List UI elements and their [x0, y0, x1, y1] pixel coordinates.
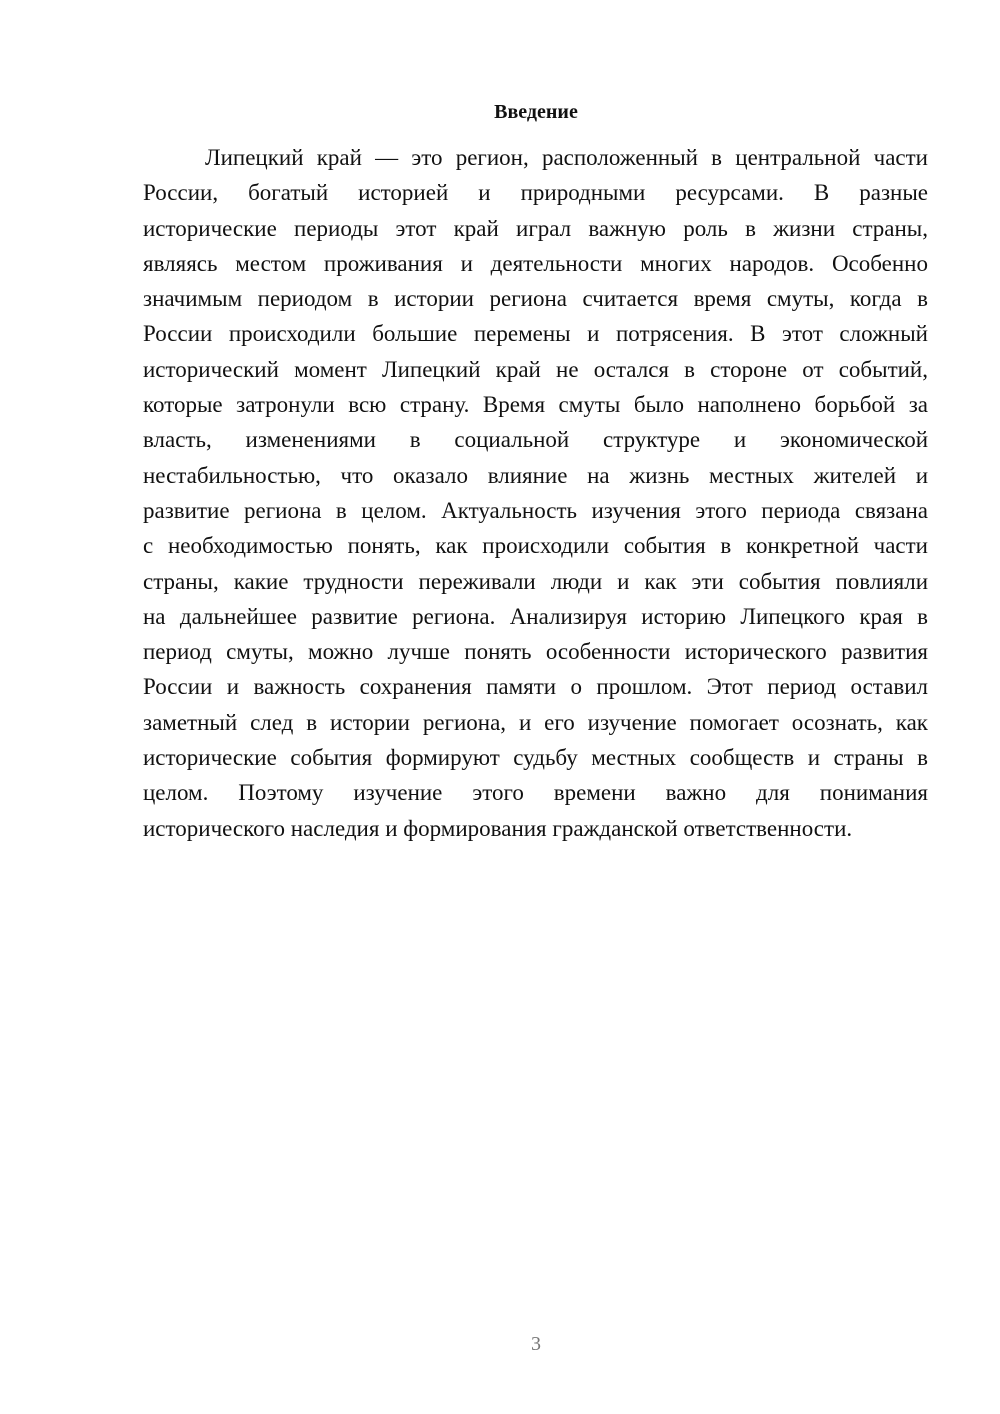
paragraph-line: являясь местом проживания и деятельности многих народов. Особенно	[143, 250, 928, 276]
paragraph-line: с необходимостью понять, как происходили события в конкретной части	[143, 533, 928, 559]
paragraph-line: России, богатый историей и природными ресурсами. В разные	[143, 180, 928, 206]
paragraph-line: на дальнейшее развитие региона. Анализируя историю Липецкого края в	[143, 603, 928, 629]
paragraph-line: Липецкий край — это регион, расположенный в центральной части	[205, 145, 928, 170]
paragraph-line: исторические периоды этот край играл важную роль в жизни страны,	[143, 215, 928, 241]
paragraph-line: целом. Поэтому изучение этого времени важно для понимания	[143, 780, 928, 806]
paragraph-line: развитие региона в целом. Актуальность изучения этого периода связана	[143, 497, 928, 523]
paragraph-line: власть, изменениями в социальной структуре и экономической	[143, 427, 928, 453]
paragraph-line: исторического наследия и формирования гражданской ответственности.	[143, 815, 853, 841]
paragraph-line: России происходили большие перемены и потрясения. В этот сложный	[143, 321, 928, 347]
paragraph-line: России и важность сохранения памяти о прошлом. Этот период оставил	[143, 674, 928, 700]
page-number: 3	[531, 1333, 541, 1355]
paragraph-line: заметный след в истории региона, и его изучение помогает осознать, как	[143, 709, 928, 735]
paragraph-line: исторические события формируют судьбу местных сообществ и страны в	[143, 745, 928, 771]
paragraph-line: период смуты, можно лучше понять особенности исторического развития	[143, 639, 928, 665]
paragraph-line: значимым периодом в истории региона считается время смуты, когда в	[143, 286, 928, 312]
body-paragraph	[143, 140, 928, 846]
paragraph-line: страны, какие трудности переживали люди и как эти события повлияли	[143, 568, 928, 594]
section-heading: Введение	[494, 101, 578, 123]
paragraph-line: которые затронули всю страну. Время смуты было наполнено борьбой за	[143, 392, 928, 418]
paragraph-line: исторический момент Липецкий край не остался в стороне от событий,	[143, 356, 928, 382]
paragraph-line: нестабильностью, что оказало влияние на жизнь местных жителей и	[143, 462, 928, 488]
